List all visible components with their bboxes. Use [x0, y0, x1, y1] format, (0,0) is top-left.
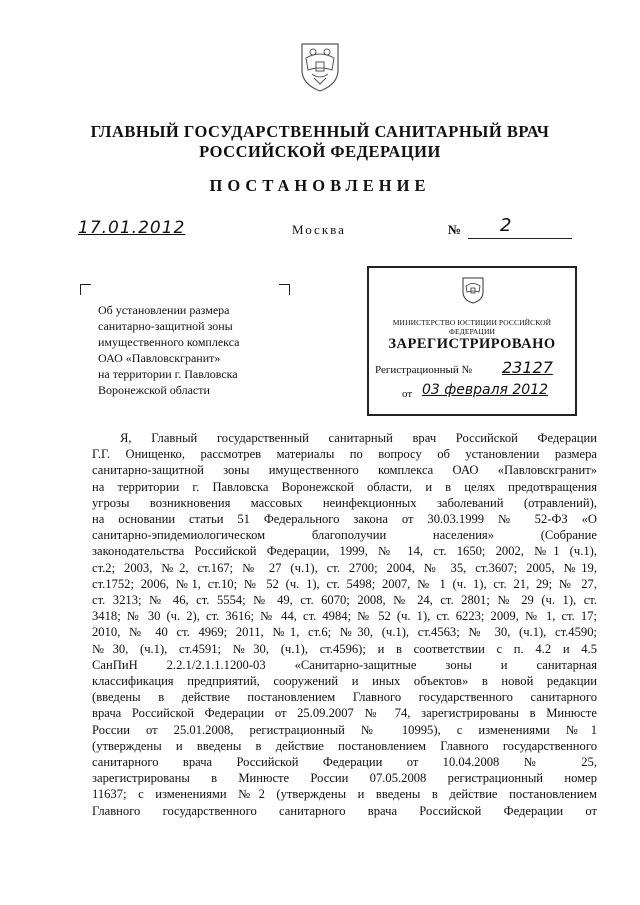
subject-line: Воронежской области: [98, 383, 210, 397]
document-number: 2: [500, 215, 512, 236]
subject-line: Об установлении размера: [98, 303, 230, 317]
subject-line: на территории г. Павловска: [98, 367, 238, 381]
body-line: Г.Г. Онищенко, рассмотрев материалы по вопросу об установлении размера: [92, 447, 597, 462]
issuer-title-line-2: РОССИЙСКОЙ ФЕДЕРАЦИИ: [199, 142, 441, 161]
stamp-reg-number: 23127: [502, 358, 553, 377]
document-number-underline: [468, 238, 572, 239]
body-line: на основании статьи 51 Федерального закона от 30.03.1999 № 52-ФЗ «О: [92, 512, 597, 527]
stamp-emblem-icon: [461, 276, 485, 304]
stamp-date: 03 февраля 2012: [422, 382, 549, 398]
body-line: 2010, № 40 ст. 4969; 2011, №1, ст.6; №30, (ч.1), ст.4563; № 30, (ч.1), ст.4590;: [92, 625, 597, 640]
document-type-heading: ПОСТАНОВЛЕНИЕ: [209, 176, 431, 195]
stamp-registered-label: ЗАРЕГИСТРИРОВАНО: [388, 336, 556, 352]
document-body: [92, 430, 597, 819]
issuer-title-line-1: ГЛАВНЫЙ ГОСУДАРСТВЕННЫЙ САНИТАРНЫЙ ВРАЧ: [90, 122, 550, 141]
body-line: угрозы возникновения массовых неинфекционных заболеваний (отравлений),: [92, 495, 597, 510]
body-line: зарегистрированы в Минюсте России 07.05.2008 регистрационный номер: [92, 771, 597, 786]
body-line: Главного государственного санитарного врача Российской Федерации от: [92, 803, 597, 818]
subject-line: имущественного комплекса: [98, 335, 240, 349]
stamp-reg-number-label: Регистрационный №: [375, 364, 473, 376]
body-line: (введены в действие постановлением Главного государственного санитарного: [92, 690, 597, 705]
body-line: врача Российской Федерации от 25.09.2007 № 74, зарегистрированы в Минюсте: [92, 706, 597, 721]
body-line: санитарно-эпидемиологическом благополучии населения» (Собрание: [92, 528, 597, 543]
document-city: Москва: [292, 222, 346, 237]
registration-stamp: [367, 266, 577, 416]
body-line: Я, Главный государственный санитарный врач Российской Федерации: [120, 431, 597, 445]
body-line: законодательства Российской Федерации, 1999, № 14, ст. 1650; 2002, №1 (ч.1),: [92, 544, 597, 559]
body-line: ст.1752; 2006, №1, ст.10; № 52 (ч. 1), ст. 5498; 2007, № 1 (ч. 1), ст. 21, 29; № 27,: [92, 576, 597, 591]
body-line: СанПиН 2.2.1/2.1.1.1200-03 «Санитарно-защитные зоны и санитарная: [92, 657, 597, 672]
subject-line: санитарно-защитной зоны: [98, 319, 233, 333]
document-date: 17.01.2012: [78, 218, 186, 238]
stamp-ministry-name: МИНИСТЕРСТВО ЮСТИЦИИ РОССИЙСКОЙ ФЕДЕРАЦИИ: [392, 318, 552, 336]
body-line: России от 25.01.2008, регистрационный № 10995), с изменениями №1: [92, 722, 597, 737]
subject-corner-left: [80, 284, 91, 295]
body-line: ст. 3213; № 46, ст. 5554; № 49, ст. 6070; 2008, № 24, ст. 2801; № 29 (ч. 1), ст.: [92, 593, 597, 608]
body-line: 11637; с изменениями №2 (утверждены и введены в действие постановлением: [92, 787, 597, 802]
body-line: санитарного врача Российской Федерации от 10.04.2008 № 25,: [92, 755, 597, 770]
document-number-label: №: [448, 222, 462, 237]
stamp-date-label: от: [402, 388, 413, 400]
body-line: №30, (ч.1), ст.4591; №30, (ч.1), ст.4596); и в соответствии с п. 4.2 и 4.5: [92, 641, 597, 656]
subject-line: ОАО «Павловскгранит»: [98, 351, 221, 365]
body-line: санитарно-защитной зоны имущественного комплекса ОАО «Павловскгранит»: [92, 463, 597, 478]
body-line: (утверждены и введены в действие постановлением Главного государственного: [92, 738, 597, 753]
subject-corner-right: [279, 284, 290, 295]
state-emblem-icon: [298, 40, 342, 92]
body-line: классификация предприятий, сооружений и иных объектов» в новой редакции: [92, 674, 597, 689]
body-line: 3418; № 30 (ч. 2), ст. 3616; № 44, ст. 4984; № 52 (ч. 1), ст. 6223; 2009, № 1, ст. 17;: [92, 609, 597, 624]
document-subject: [98, 302, 284, 398]
body-line: на территории г. Павловска Воронежской области, и в целях предотвращения: [92, 479, 597, 494]
body-line: ст.2; 2003, №2, ст.167; № 27 (ч.1), ст. 2700; 2004, № 35, ст.3607; 2005, №19,: [92, 560, 597, 575]
